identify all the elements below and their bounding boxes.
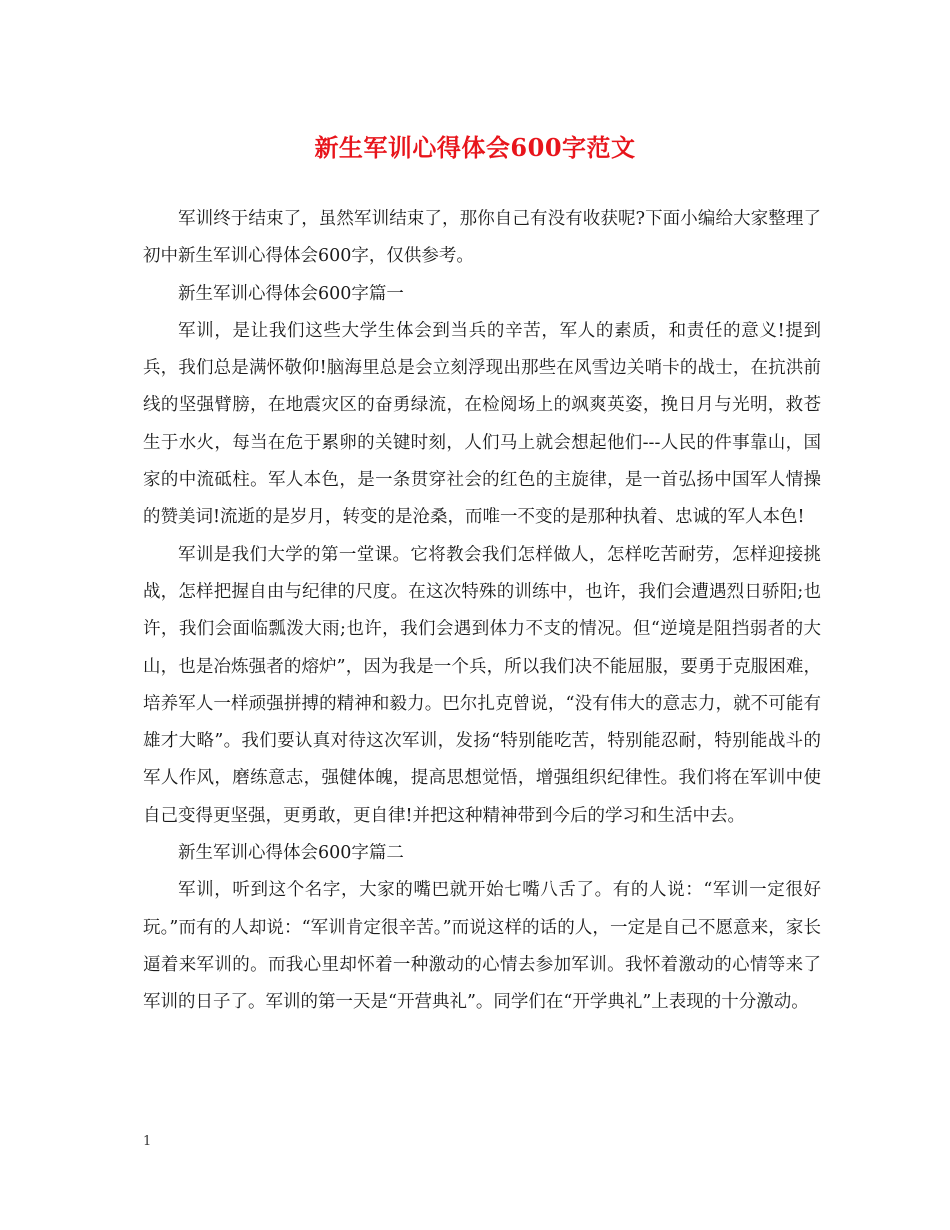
body-paragraph: 军训是我们大学的第一堂课。它将教会我们怎样做人，怎样吃苦耐劳，怎样迎接挑战，怎样把握自由与纪律的尺度。在这次特殊的训练中，也许，我们会遭遇烈日骄阳;也许，我们会面临瓢泼大雨;也许，我们会遇到体力不支的情况。但“逆境是阻挡弱者的大山，也是冶炼强者的熔炉”，因为我是一个兵，所以我们决不能屈服，要勇于克服困难，培养军人一样顽强拼搏的精神和毅力。巴尔扎克曾说，“没有伟大的意志力，就不可能有雄才大略”。我们要认真对待这次军训，发扬“特别能吃苦，特别能忍耐，特别能战斗的军人作风，磨练意志，强健体魄，提高思想觉悟，增强组织纪律性。我们将在军训中使自己变得更坚强，更勇敢，更自律!并把这种精神带到今后的学习和生活中去。 bbox=[143, 544, 821, 826]
document-title: 新生军训心得体会600字范文 bbox=[314, 133, 636, 162]
section-heading-1: 新生军训心得体会600字篇一 bbox=[178, 283, 404, 304]
intro-paragraph: 军训终于结束了，虽然军训结束了，那你自己有没有收获呢?下面小编给大家整理了初中新生军训心得体会600字，仅供参考。 bbox=[143, 209, 821, 267]
document-body bbox=[143, 201, 821, 1022]
body-paragraph: 军训，是让我们这些大学生体会到当兵的辛苦，军人的素质，和责任的意义!提到兵，我们总是满怀敬仰!脑海里总是会立刻浮现出那些在风雪边关哨卡的战士，在抗洪前线的坚强臂膀，在地震灾区的奋勇绿流，在检阅场上的飒爽英姿，挽日月与光明，救苍生于水火，每当在危于累卵的关键时刻，人们马上就会想起他们---人民的件事靠山，国家的中流砥柱。军人本色，是一条贯穿社会的红色的主旋律，是一首弘扬中国军人情操的赞美词!流逝的是岁月，转变的是沧桑，而唯一不变的是那种执着、忠诚的军人本色! bbox=[143, 320, 821, 528]
page-number: 1 bbox=[143, 1134, 152, 1149]
body-paragraph: 军训，听到这个名字，大家的嘴巴就开始七嘴八舌了。有的人说：“军训一定很好玩。”而有的人却说：“军训肯定很辛苦。”而说这样的话的人，一定是自己不愿意来，家长逼着来军训的。而我心里却怀着一种激动的心情去参加军训。我怀着激动的心情等来了军训的日子了。军训的第一天是“开营典礼”。同学们在“开学典礼”上表现的十分激动。 bbox=[143, 880, 821, 1013]
section-heading-2: 新生军训心得体会600字篇二 bbox=[178, 843, 404, 864]
